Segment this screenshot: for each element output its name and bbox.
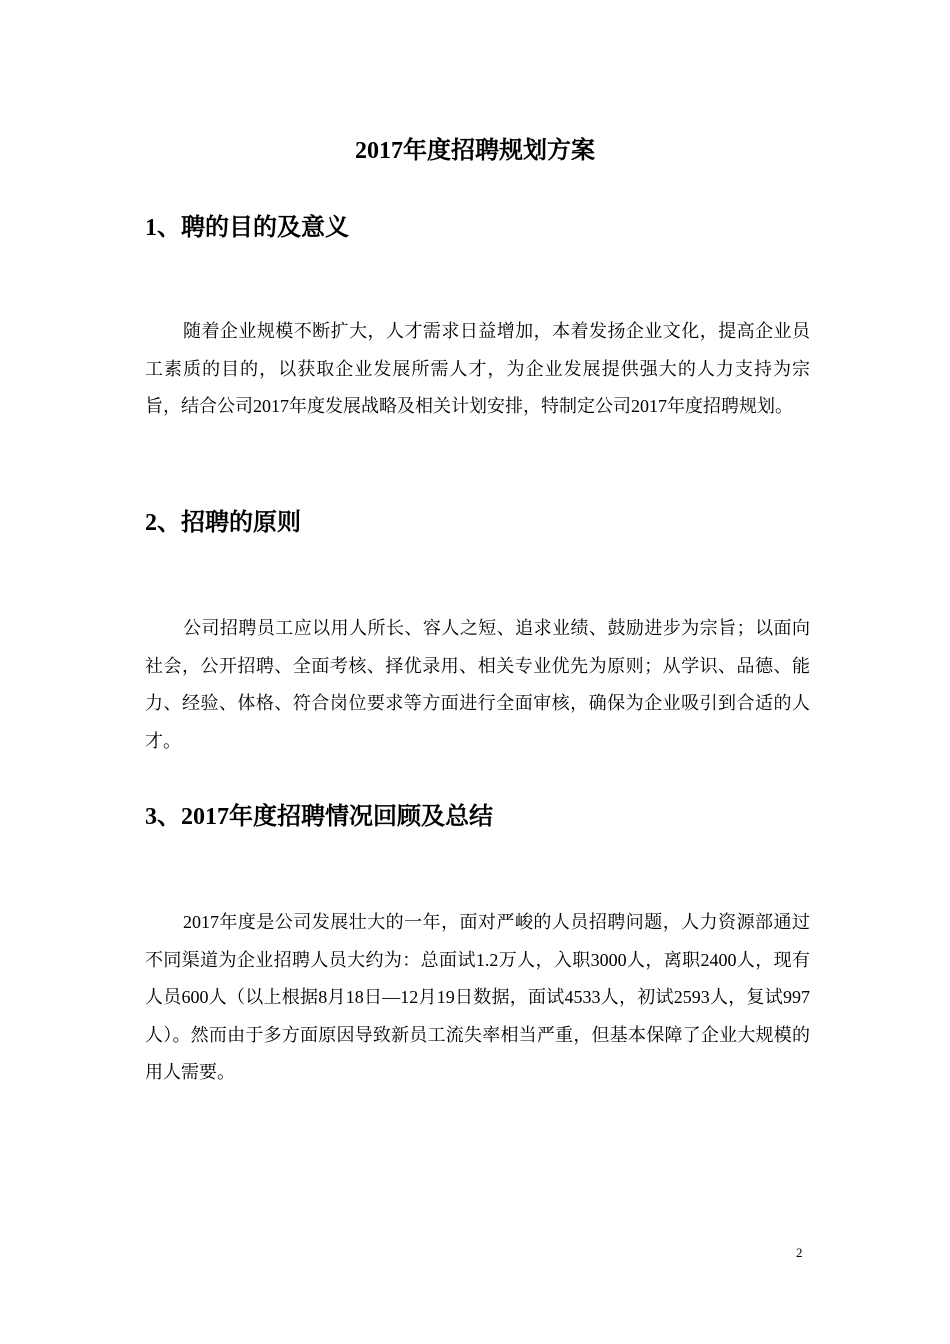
section-heading-purpose: 1、聘的目的及意义 bbox=[145, 215, 349, 241]
section-heading-principles: 2、招聘的原则 bbox=[145, 510, 301, 536]
section-paragraph-principles: 公司招聘员工应以用人所长、容人之短、追求业绩、鼓励进步为宗旨；以面向社会，公开招聘、全面考核、择优录用、相关专业优先为原则；从学识、品德、能力、经验、体格、符合岗位要求等方面进行全面审核，确保为企业吸引到合适的人才。 bbox=[145, 618, 810, 751]
document-title: 2017年度招聘规划方案 bbox=[355, 138, 595, 164]
page-number: 2 bbox=[796, 1245, 803, 1260]
section-heading-review: 3、2017年度招聘情况回顾及总结 bbox=[145, 804, 493, 830]
section-paragraph-review: 2017年度是公司发展壮大的一年，面对严峻的人员招聘问题，人力资源部通过不同渠道为企业招聘人员大约为：总面试1.2万人，入职3000人，离职2400人，现有人员600人（以上根据8月18日—12月19日数据，面试4533人，初试2593人，复试997人）。然而由于多方面原因导致新员工流失率相当严重，但基本保障了企业大规模的用人需要。 bbox=[145, 912, 810, 1082]
section-paragraph-purpose: 随着企业规模不断扩大，人才需求日益增加，本着发扬企业文化，提高企业员工素质的目的，以获取企业发展所需人才，为企业发展提供强大的人力支持为宗旨，结合公司2017年度发展战略及相关计划安排，特制定公司2017年度招聘规划。 bbox=[145, 321, 810, 416]
